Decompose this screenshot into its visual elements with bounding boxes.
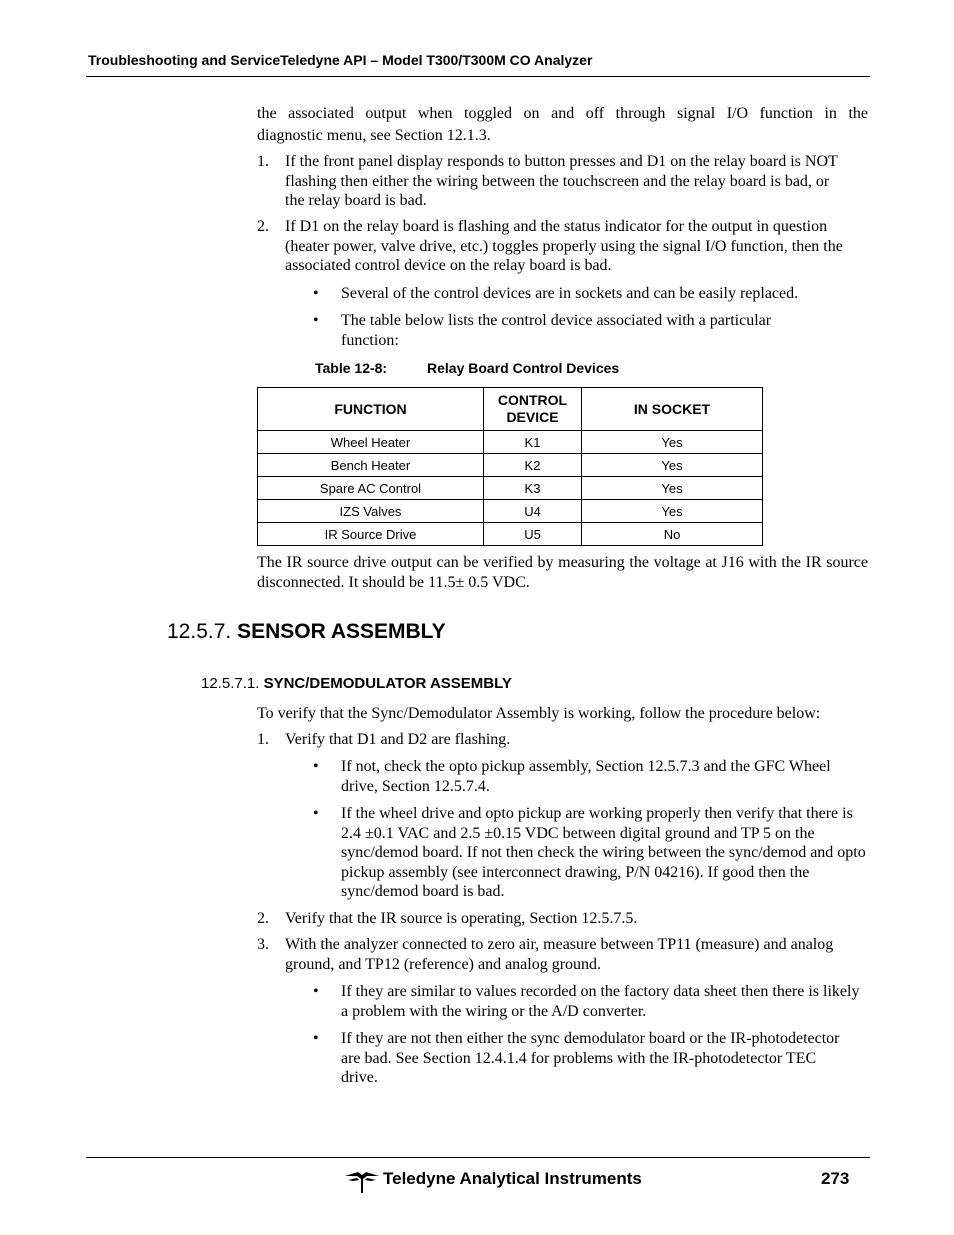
bullet-glyph: • (313, 805, 319, 822)
table-cell: Yes (582, 477, 763, 500)
table-cell: K3 (484, 477, 582, 500)
table-cell: K1 (484, 431, 582, 454)
list-item-text: If D1 on the relay board is flashing and the status indicator for the output in question (heater power, valve drive, etc.) toggles properly using the signal I/O function, then the associated control device on the relay board is bad. (285, 218, 843, 274)
relay-board-table (257, 387, 763, 546)
bullet-text: If they are not then either the sync demodulator board or the IR-photodetector are bad. See Section 12.4.1.4 for problems with the IR-photodetector TEC drive. (341, 1030, 840, 1086)
table-caption-number: Table 12-8: (315, 360, 388, 376)
section-heading (167, 620, 446, 644)
bullet-text: Several of the control devices are in sockets and can be easily replaced. (341, 285, 799, 302)
running-header: Troubleshooting and ServiceTeledyne API – Model T300/T300M CO Analyzer (88, 52, 593, 68)
table-cell: Yes (582, 500, 763, 523)
table-cell: Yes (582, 454, 763, 477)
table-row (258, 431, 763, 454)
table-cell: Bench Heater (258, 454, 484, 477)
column-header-function: FUNCTION (258, 388, 484, 431)
list-number: 3. (257, 936, 269, 953)
table-cell: No (582, 523, 763, 546)
intro-line-2: diagnostic menu, see Section 12.1.3. (257, 127, 491, 144)
column-header-in-socket: IN SOCKET (582, 388, 763, 431)
list-number: 1. (257, 731, 269, 748)
intro-line-1: the associated output when toggled on and off through signal I/O function in the (257, 105, 868, 122)
subsection-heading (201, 675, 512, 692)
list-number: 2. (257, 218, 269, 235)
list-item-text: Verify that D1 and D2 are flashing. (285, 731, 511, 748)
subsection-number: 12.5.7.1. (201, 675, 260, 692)
list-item-text: Verify that the IR source is operating, Section 12.5.7.5. (285, 910, 638, 927)
bullet-text: The table below lists the control device associated with a particular function: (341, 312, 772, 349)
footer-company: Teledyne Analytical Instruments (383, 1169, 642, 1188)
table-row (258, 477, 763, 500)
table-caption-title: Relay Board Control Devices (427, 360, 620, 376)
table-cell: U4 (484, 500, 582, 523)
bullet-text: If the wheel drive and opto pickup are working properly then verify that there is 2.4 ±0.1 VAC and 2.5 ±0.15 VDC between digital ground and TP 5 on the sync/demod board. If not then check the wiring between the sync/demod and opto pickup assembly (see interconnect drawing, P/N 04216). If good then the sync/demod board is bad. (341, 805, 866, 900)
table-row (258, 454, 763, 477)
table-header-row (258, 388, 763, 431)
table-row (258, 500, 763, 523)
subsection-title: SYNC/DEMODULATOR ASSEMBLY (263, 675, 512, 692)
teledyne-logo-icon (345, 1170, 379, 1194)
table-cell: IR Source Drive (258, 523, 484, 546)
bullet-glyph: • (313, 285, 319, 302)
table-cell: Yes (582, 431, 763, 454)
bullet-glyph: • (313, 312, 319, 329)
list-item-text: With the analyzer connected to zero air, measure between TP11 (measure) and analog ground, and TP12 (reference) and analog ground. (285, 936, 834, 973)
list-item-text: If the front panel display responds to button presses and D1 on the relay board is NOT flashing then either the wiring between the touchscreen and the relay board is bad, or the relay board is bad. (285, 153, 838, 209)
table-cell: K2 (484, 454, 582, 477)
table-cell: IZS Valves (258, 500, 484, 523)
after-table-paragraph: The IR source drive output can be verified by measuring the voltage at J16 with the IR source disconnected. It should be 11.5± 0.5 VDC. (257, 554, 868, 591)
table-cell: Spare AC Control (258, 477, 484, 500)
table-cell: Wheel Heater (258, 431, 484, 454)
page-number: 273 (821, 1169, 850, 1188)
bullet-text: If they are similar to values recorded on the factory data sheet then there is likely a problem with the wiring or the A/D converter. (341, 983, 860, 1020)
section-title: SENSOR ASSEMBLY (237, 620, 446, 643)
procedure-intro: To verify that the Sync/Demodulator Assembly is working, follow the procedure below: (257, 705, 821, 722)
bullet-glyph: • (313, 983, 319, 1000)
list-number: 2. (257, 910, 269, 927)
list-number: 1. (257, 153, 269, 170)
footer-rule (86, 1157, 870, 1158)
bullet-text: If not, check the opto pickup assembly, Section 12.5.7.3 and the GFC Wheel drive, Section 12.5.7.4. (341, 758, 831, 795)
header-rule (86, 76, 870, 77)
section-number: 12.5.7. (167, 620, 232, 643)
bullet-glyph: • (313, 1030, 319, 1047)
bullet-glyph: • (313, 758, 319, 775)
column-header-control-device: CONTROL DEVICE (484, 388, 582, 431)
table-cell: U5 (484, 523, 582, 546)
table-row (258, 523, 763, 546)
